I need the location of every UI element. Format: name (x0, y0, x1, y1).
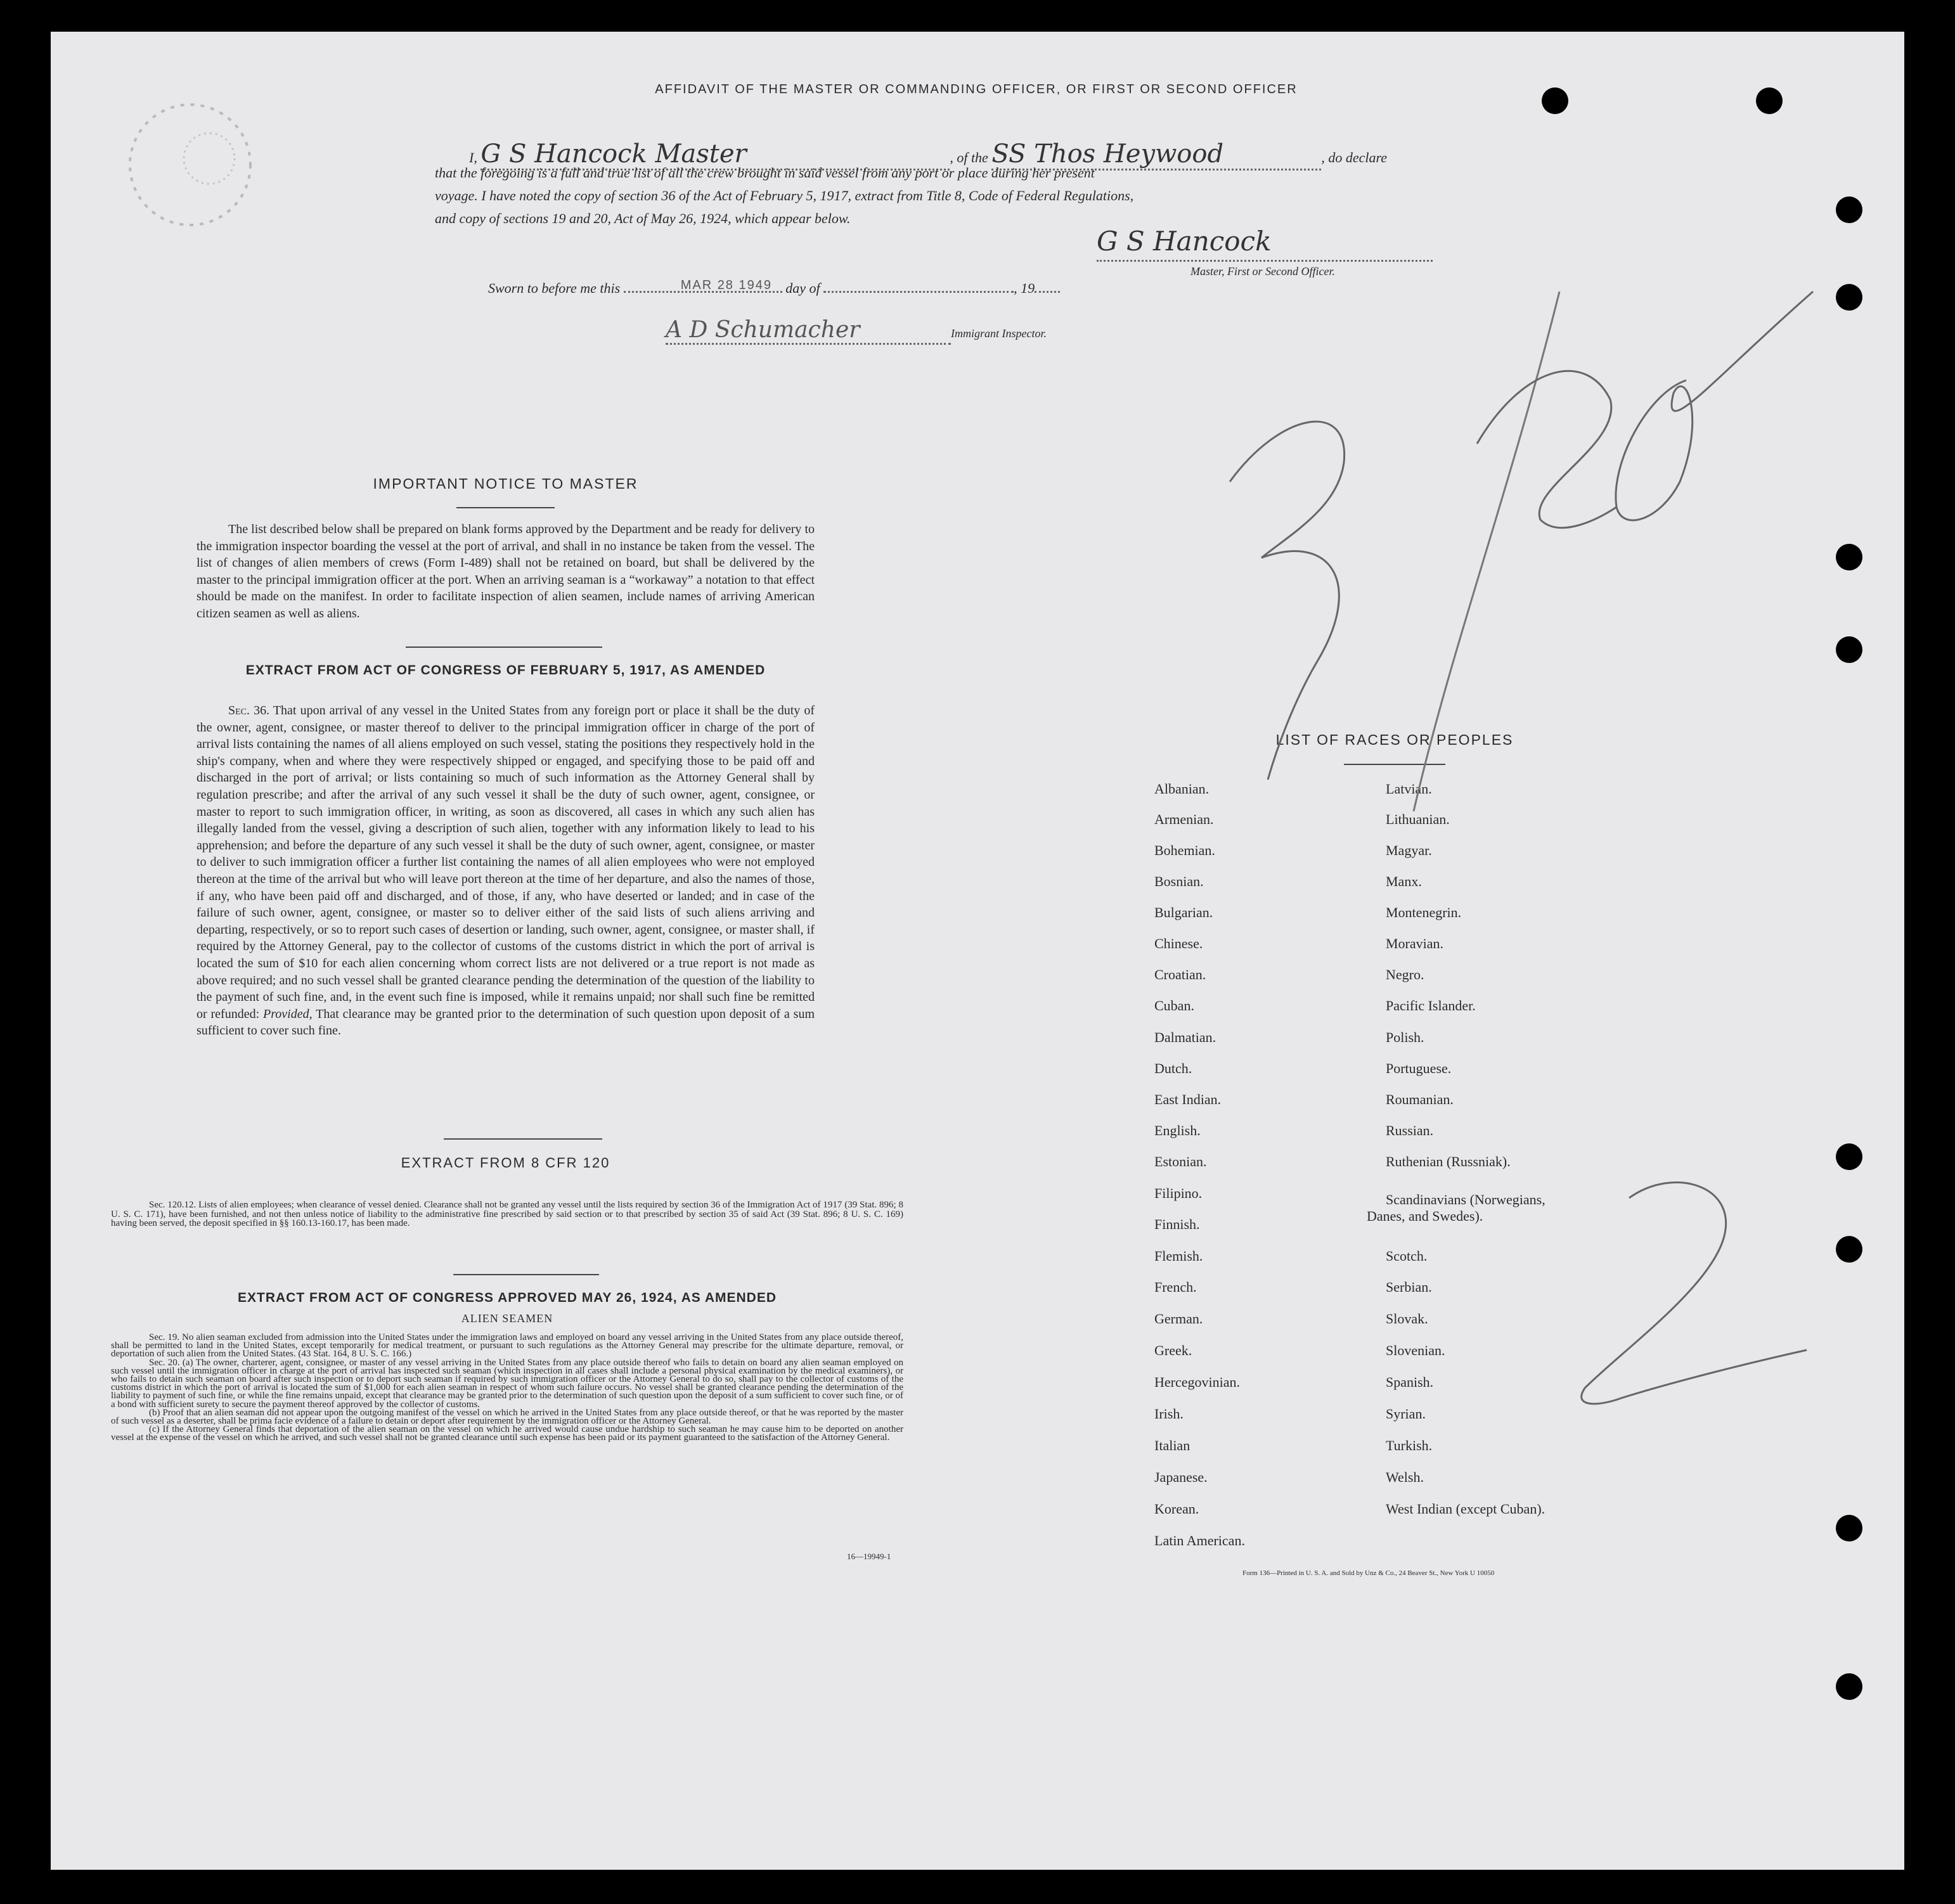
race-item: Negro. (1386, 967, 1424, 982)
printer-footer: Form 136—Printed in U. S. A. and Sold by Unz & Co., 24 Beaver St., New York U 10050 (1242, 1569, 1495, 1577)
race-item: Ruthenian (Russniak). (1386, 1154, 1511, 1169)
sec-20c-text: (c) If the Attorney General finds that deportation of the alien seaman on the vessel on which he arrived would cause undue hardship to such seaman he may cause him to be deported on another vessel at the expense of the vessel on which he arrived, and such vessel shall not be granted clearance until such expense has been paid or its payment guaranteed to the satisfaction of the Attorney General. (111, 1424, 903, 1443)
race-item: Scotch. (1386, 1248, 1428, 1264)
provided-label: Provided, (263, 1007, 313, 1021)
race-item: Chinese. (1154, 936, 1203, 951)
notice-heading: IMPORTANT NOTICE TO MASTER (373, 475, 638, 492)
inspector-caption: Immigrant Inspector. (951, 327, 1047, 340)
extract-1924-body (111, 1334, 903, 1443)
sec-20b-text: (b) Proof that an alien seaman did not appear upon the outgoing manifest of the vessel on which he arrived in the United States from any place outside thereof, or that he was reported by the master of such vessel as a deserter, shall be prima facie evidence of a failure to detain or deport after requirement by the immigration officer or the Attorney General. (111, 1407, 903, 1427)
race-item: Bosnian. (1154, 873, 1204, 889)
master-caption: Master, First or Second Officer. (1190, 265, 1335, 278)
race-item: Manx. (1386, 873, 1422, 889)
race-item: Filipino. (1154, 1185, 1203, 1201)
punch-hole (1836, 544, 1862, 570)
punch-hole (1836, 636, 1862, 663)
sworn-line (488, 280, 1060, 297)
race-item: Dutch. (1154, 1060, 1192, 1076)
punch-hole (1836, 284, 1862, 311)
faded-stamp (114, 95, 279, 235)
inspector-line (666, 317, 1047, 345)
race-item: Dalmatian. (1154, 1029, 1216, 1045)
divider (456, 507, 555, 508)
master-name-handwritten: G S Hancock Master (481, 139, 950, 170)
race-item: Japanese. (1154, 1469, 1208, 1485)
race-item: Spanish. (1386, 1374, 1434, 1390)
race-item: Irish. (1154, 1406, 1184, 1422)
punch-hole (1542, 87, 1568, 114)
race-item: Finnish. (1154, 1216, 1200, 1232)
race-item: Korean. (1154, 1501, 1199, 1517)
form-code-left: 16—19949-1 (847, 1552, 891, 1561)
race-item: Russian. (1386, 1122, 1434, 1138)
race-item: Serbian. (1386, 1279, 1432, 1295)
race-item: Flemish. (1154, 1248, 1203, 1264)
race-item: Scandinavians (Norwegians, (1386, 1192, 1545, 1207)
master-signature: G S Hancock (1097, 226, 1272, 257)
race-item: Croatian. (1154, 967, 1206, 982)
race-item: Roumanian. (1386, 1091, 1454, 1107)
race-item: Armenian. (1154, 811, 1214, 827)
divider (406, 646, 602, 648)
race-item: French. (1154, 1279, 1197, 1295)
day-of-label: day of (785, 280, 820, 296)
race-item: Latin American. (1154, 1533, 1245, 1548)
race-item: Albanian. (1154, 781, 1210, 797)
race-item: Estonian. (1154, 1154, 1207, 1169)
affidavit-title: AFFIDAVIT OF THE MASTER OR COMMANDING OFFICER, OR FIRST OR SECOND OFFICER (655, 82, 1298, 96)
extract-1917-heading: EXTRACT FROM ACT OF CONGRESS OF FEBRUARY 5, 1917, AS AMENDED (245, 663, 766, 678)
race-item: Slovak. (1386, 1311, 1428, 1327)
affidavit-line-3: voyage. I have noted the copy of section 36 of the Act of February 5, 1917, extract from Title 8, Code of Federal Regulations, (435, 188, 1134, 203)
sec-20a-text: Sec. 20. (a) The owner, charterer, agent, consignee, or master of any vessel arriving in the United States from any place outside thereof who fails to detain on board any alien seaman employed on such vessel until the immigration officer in charge at the port of arrival has inspected such seaman (which inspection in all cases shall include a personal physical examination by the medical examiners), or who fails to detain such seaman on board after such inspection or to deport such seaman if required by such immigration officer or the Attorney General to do so, shall pay to the collector of customs of the customs district in which the port of arrival is located the sum of $1,000 for each alien seaman in respect of whom such failure occurs. No vessel shall be granted clearance pending the determination of the liability to payment of such fine, or while the fine remains unpaid, except that clearance may be granted prior to the determination of such question upon the deposit of a sum sufficient to cover such fine, or of a bond with sufficient surety to secure the payment thereof approved by the collector of customs. (111, 1357, 903, 1410)
divider (444, 1138, 602, 1140)
race-item: Welsh. (1386, 1469, 1424, 1485)
of-the-label: , of the (950, 150, 988, 165)
race-item: Syrian. (1386, 1406, 1426, 1422)
race-item: Cuban. (1154, 998, 1194, 1013)
race-item: English. (1154, 1122, 1201, 1138)
punch-hole (1756, 87, 1783, 114)
punch-hole (1836, 1515, 1862, 1541)
punch-hole (1836, 1236, 1862, 1263)
sworn-date-field (624, 278, 782, 293)
sec-36-label: Sec. 36. (228, 704, 270, 717)
notice-body: The list described below shall be prepared on blank forms approved by the Department and be ready for delivery to the immigration inspector boarding the vessel at the port of arrival, and shall in no instance be taken from the vessel. The list of changes of alien members of crews (Form I-489) shall not be retained on board, but shall be delivered by the master to the principal immigration officer at the port. When an arriving seaman is a “workaway” a notation to that effect should be made on the manifest. In order to facilitate inspection of alien seamen, include names of arriving American citizen seamen as well as aliens. (197, 522, 815, 621)
race-item: German. (1154, 1311, 1203, 1327)
i-label: I, (469, 150, 477, 165)
alien-seamen-subheading: ALIEN SEAMEN (461, 1312, 553, 1325)
sworn-label: Sworn to before me this (488, 280, 621, 296)
cfr-body: Sec. 120.12. Lists of alien employees; when clearance of vessel denied. Clearance shall not be granted any vessel until the lists required by section 36 of the Immigration Act of 1917 (39 Stat. 896; 8 U. S. C. 171), have been furnished, and not then unless notice of liability to the administrative fine prescribed by said section or to that prescribed by section 35 of said Act (39 Stat. 896; 8 U. S. C. 169) having been served, the deposit specified in §§ 160.13-160.17, has been made. (111, 1200, 903, 1228)
race-item: Turkish. (1386, 1438, 1433, 1453)
race-item: Bulgarian. (1154, 904, 1213, 920)
handwritten-page-fraction (1204, 254, 1838, 824)
race-item: Polish. (1386, 1029, 1424, 1045)
punch-hole (1836, 1673, 1862, 1700)
year-prefix: , 19 (1014, 280, 1035, 296)
race-item: Italian (1154, 1438, 1190, 1453)
race-item: Bohemian. (1154, 842, 1215, 858)
race-item: Lithuanian. (1386, 811, 1450, 827)
sec-36-text-end: That clearance may be granted prior to the determination of such question upon deposit of a sum sufficient to cover such fine. (197, 1007, 815, 1038)
affidavit-line-2: that the foregoing is a full and true list of all the crew brought in said vessel from any port or place during her present (435, 165, 1095, 181)
divider (453, 1274, 599, 1275)
race-item: Slovenian. (1386, 1342, 1445, 1358)
race-item: Moravian. (1386, 936, 1444, 951)
extract-1917-body (197, 702, 815, 1039)
sec-36-text: That upon arrival of any vessel in the United States from any foreign port or place it shall be the duty of the owner, agent, consignee, or master thereof to deliver to the principal immigration officer in charge of the port of arrival lists containing the names of all aliens employed on such vessel, stating the positions they respectively hold in the ship's company, when and where they were respectively shipped or engaged, and specifying those to be paid off and discharged in the port of arrival; or lists containing so much of such information as the Attorney General shall by regulation prescribe; and after the arrival of any such vessel it shall be the duty of such owner, agent, consignee, or master to report to such immigration officer, in writing, as soon as discovered, all cases in which any such alien has illegally landed from the vessel, giving a description of such alien, together with any information likely to lead to his apprehension; and before the departure of any such vessel it shall be the duty of such owner, agent, consignee, or master to deliver to such immigration officer a further list containing the names of all alien employees who were not employed thereon at the time of the arrival but who will leave port thereon at the time of her departure, and also the names of those, if any, who have been paid off and discharged, and of those, if any, who have deserted or landed; and in case of the failure of such owner, agent, consignee, or master so to deliver either of the said lists of such aliens arriving and departing, respectively, or so to report such cases of desertion or landing, such owner, agent, consignee, or master shall, if required by the Attorney General, pay to the collector of customs of the customs district in which the port of arrival is located the sum of $10 for each alien concerning whom correct lists are not delivered or a true report is not made as above required; and no such vessel shall be granted clearance pending the determination of the question of the liability to the payment of such fine, and, in the event such fine is imposed, while it remains unpaid; nor shall such fine be remitted or refunded: (197, 704, 815, 1021)
punch-hole (1836, 1143, 1862, 1170)
handwritten-number-2 (1559, 1160, 1826, 1439)
races-heading: LIST OF RACES OR PEOPLES (1275, 731, 1514, 748)
extract-1924-heading: EXTRACT FROM ACT OF CONGRESS APPROVED MAY 26, 1924, AS AMENDED (237, 1290, 777, 1305)
race-item: West Indian (except Cuban). (1386, 1501, 1545, 1517)
race-item: Montenegrin. (1386, 904, 1462, 920)
punch-hole (1836, 196, 1862, 223)
year-field (1035, 291, 1060, 293)
race-item: Greek. (1154, 1342, 1192, 1358)
race-item: Hercegovinian. (1154, 1374, 1240, 1390)
do-declare-label: , do declare (1321, 150, 1387, 165)
inspector-signature: A D Schumacher (666, 317, 951, 345)
race-item: Latvian. (1386, 781, 1432, 797)
race-item: Pacific Islander. (1386, 998, 1476, 1013)
affidavit-line-4: and copy of sections 19 and 20, Act of May 26, 1924, which appear below. (435, 210, 851, 226)
race-item: Portuguese. (1386, 1060, 1452, 1076)
vessel-name-handwritten: SS Thos Heywood (991, 139, 1321, 170)
sec-19-text: Sec. 19. No alien seaman excluded from admission into the United States under the immigration laws and employed on board any vessel arriving in the United States from any place outside thereof, shall be permitted to land in the United States, except temporarily for medical treatment, or pursuant to such regulations as the Attorney General may prescribe for the ultimate departure, removal, or deportation of such alien from the United States. (43 Stat. 164, 8 U. S. C. 166.) (111, 1332, 903, 1360)
date-stamp: MAR 28 1949 (680, 278, 772, 292)
cfr-heading: EXTRACT FROM 8 CFR 120 (401, 1155, 610, 1171)
race-item: Danes, and Swedes). (1367, 1208, 1483, 1224)
race-item: East Indian. (1154, 1091, 1222, 1107)
month-field (823, 291, 1014, 293)
race-item: Magyar. (1386, 842, 1432, 858)
